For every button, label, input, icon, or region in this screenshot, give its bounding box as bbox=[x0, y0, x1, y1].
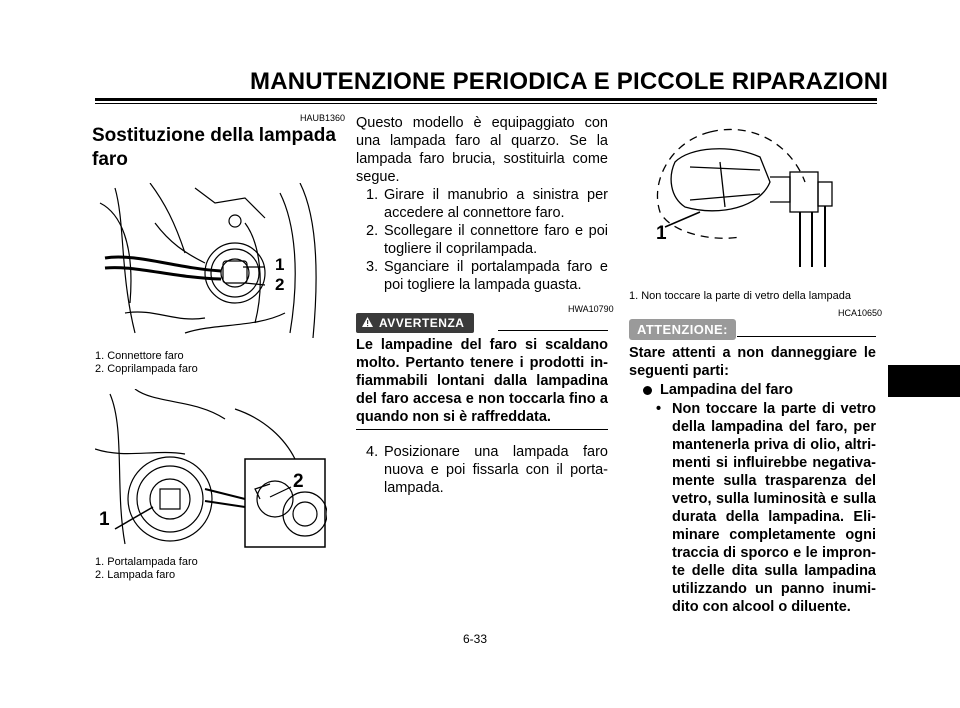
section-title: Sostituzione della lampada faro bbox=[92, 125, 336, 170]
step-number: 2. bbox=[366, 223, 379, 239]
steps-list bbox=[356, 186, 608, 294]
section-code: HAUB1360 bbox=[300, 113, 346, 123]
warning-code: HWA10790 bbox=[568, 304, 614, 314]
page-number: 6-33 bbox=[463, 632, 488, 646]
sub-bullet-dot: • bbox=[656, 401, 662, 417]
fig2-callout-2: 2 bbox=[293, 471, 304, 492]
step-4 bbox=[356, 443, 608, 497]
step-number: 1. bbox=[366, 187, 379, 203]
warning-badge bbox=[356, 313, 474, 333]
step-item bbox=[356, 186, 608, 222]
bullet-dot-icon bbox=[643, 386, 652, 395]
bullet-text: Lampadina del faro bbox=[660, 382, 793, 398]
step-number: 3. bbox=[366, 259, 379, 275]
page-header-title: MANUTENZIONE PERIODICA E PICCOLE RIPARAZIONI bbox=[250, 68, 889, 95]
step-item bbox=[356, 443, 608, 497]
step-number: 4. bbox=[366, 444, 379, 460]
header-rule bbox=[95, 98, 877, 101]
fig3-caption: 1. Non toccare la parte di vetro della lampada bbox=[629, 290, 851, 302]
intro-paragraph: Questo modello è equipaggiato con una lampada faro al quarzo. Se la lampada faro brucia, sostituirla come segue. bbox=[356, 115, 608, 185]
fig1-callout-2: 2 bbox=[275, 275, 285, 294]
warning-label: AVVERTENZA bbox=[379, 316, 465, 330]
fig2-caption-2: 2. Lampada faro bbox=[95, 569, 176, 581]
figure-connector-illustration bbox=[95, 183, 327, 343]
fig2-callout-1: 1 bbox=[99, 509, 110, 530]
figure-halogen-bulb-illustration bbox=[630, 122, 875, 282]
chapter-tab-marker bbox=[888, 365, 960, 397]
warning-bottom-rule bbox=[356, 429, 608, 430]
step-text: Sganciare il portalampada faro e poi togliere la lampada guasta. bbox=[384, 259, 608, 293]
step-text: Scollegare il connettore faro e poi togliere il coprilampada. bbox=[384, 223, 608, 257]
caution-code: HCA10650 bbox=[838, 308, 883, 318]
step-text: Posizionare una lampada faro nuova e poi fissarla con il porta-lampada. bbox=[384, 444, 608, 496]
step-item bbox=[356, 258, 608, 294]
fig1-caption-1: 1. Connettore faro bbox=[95, 350, 184, 362]
sub-bullet-text: Non toccare la parte di vetro della lampadina del faro, per mantenerla priva di olio, altri-menti si influirebbe negativa-mente sulla trasparenza del vetro, sulla luminosità e sulla durata della lampadina. Eli-minare completamente ogni traccia di sporco e le impron-te delle dita sulla lampadina utilizzando un panno inumi-dito con alcool o diluente. bbox=[672, 401, 876, 615]
fig1-callout-1: 1 bbox=[275, 255, 285, 274]
header-rule-thin bbox=[95, 103, 877, 104]
fig2-caption-1: 1. Portalampada faro bbox=[95, 556, 198, 568]
warning-text: Le lampadine del faro si scaldano molto. Pertanto tenere i prodotti in-fiammabili lontani dalla lampadina del faro accesa e non toccarla fino a quando non si è raffreddata. bbox=[356, 337, 608, 425]
step-item bbox=[356, 222, 608, 258]
caution-badge: ATTENZIONE: bbox=[629, 319, 736, 340]
warning-triangle-icon bbox=[362, 316, 373, 330]
fig1-caption-2: 2. Coprilampada faro bbox=[95, 363, 198, 375]
caution-intro: Stare attenti a non danneggiare le seguenti parti: bbox=[629, 345, 876, 379]
fig3-callout-1: 1 bbox=[656, 223, 667, 244]
warning-rule bbox=[498, 330, 608, 331]
figure-bulb-holder-illustration bbox=[95, 389, 327, 549]
sub-bullet-item bbox=[656, 400, 876, 616]
bullet-item bbox=[643, 381, 876, 399]
caution-rule bbox=[737, 336, 876, 337]
step-text: Girare il manubrio a sinistra per accedere al connettore faro. bbox=[384, 187, 608, 221]
